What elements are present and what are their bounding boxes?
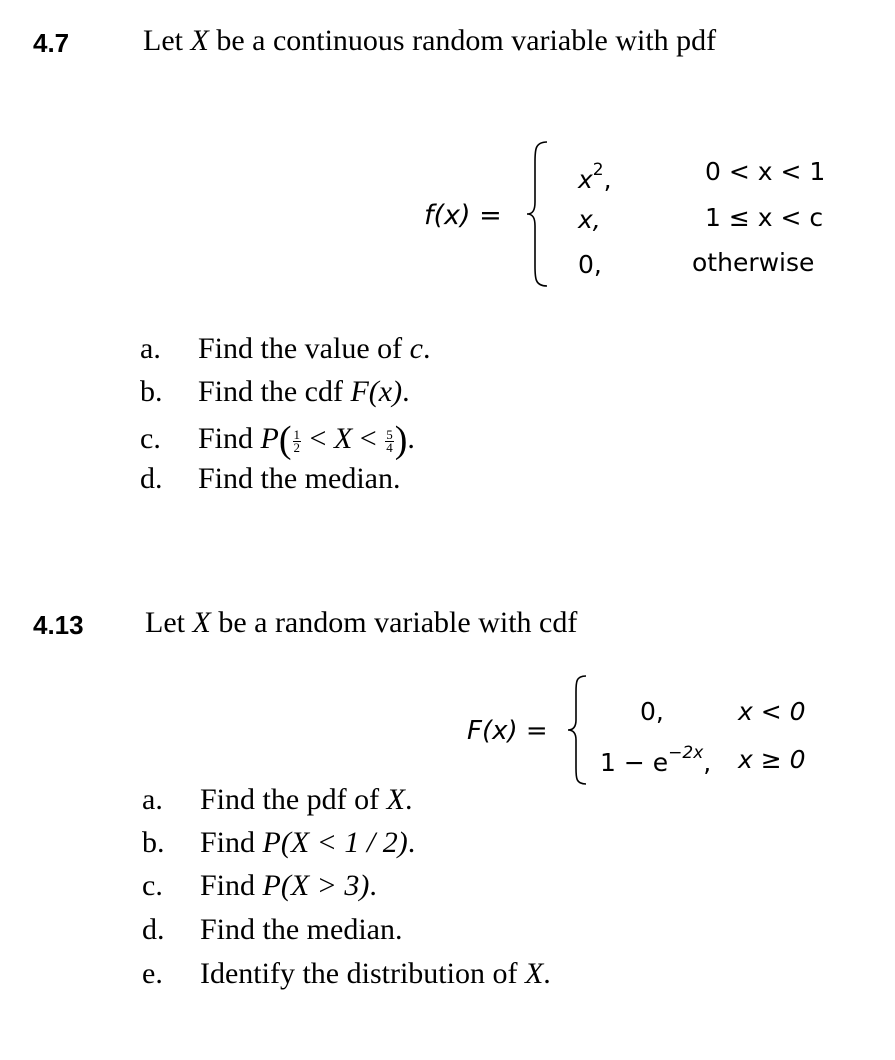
problem-number: 4.13 <box>33 610 84 640</box>
case-condition: x ≥ 0 <box>738 745 806 774</box>
formula-lhs: f(x) = <box>424 200 502 231</box>
list-item: d. Find the median. <box>140 462 401 495</box>
case-expression: $x^2$, <box>578 160 612 194</box>
case-expression: 0, <box>578 250 602 279</box>
left-brace-icon <box>525 140 551 288</box>
list-item: c. Find P( $\frac{1}{2}$ < X < $\frac{5}{4}$ ). <box>140 419 415 461</box>
problem-statement: Let X be a random variable with cdf <box>145 606 578 639</box>
problem-statement: Let X be a continuous random variable with pdf <box>143 24 717 57</box>
case-condition: 0 < x < 1 <box>705 157 826 186</box>
case-expression: x, <box>578 205 601 234</box>
case-condition: 1 ≤ x < c <box>705 203 824 232</box>
list-item: b. Find the cdf F(x). <box>140 375 410 408</box>
list-item: e. Identify the distribution of X. <box>142 957 551 990</box>
fraction: $\frac{5}{4}$ <box>386 427 393 455</box>
list-item: d. Find the median. <box>142 913 403 946</box>
fraction: $\frac{1}{2}$ <box>293 427 301 455</box>
list-item: a. Find the pdf of X. <box>142 783 413 816</box>
formula-lhs: F(x) = <box>467 716 548 746</box>
case-condition: x < 0 <box>738 697 806 726</box>
case-expression: $1 - e^{-2x}$, <box>600 743 712 777</box>
case-condition: otherwise <box>692 248 815 277</box>
left-brace-icon <box>566 674 590 786</box>
list-item: b. Find P(X < 1 / 2). <box>142 826 416 859</box>
list-item: a. Find the value of c. <box>140 332 431 365</box>
case-expression: 0, <box>640 697 664 726</box>
list-item: c. Find P(X > 3). <box>142 869 377 902</box>
problem-number: 4.7 <box>33 28 70 58</box>
